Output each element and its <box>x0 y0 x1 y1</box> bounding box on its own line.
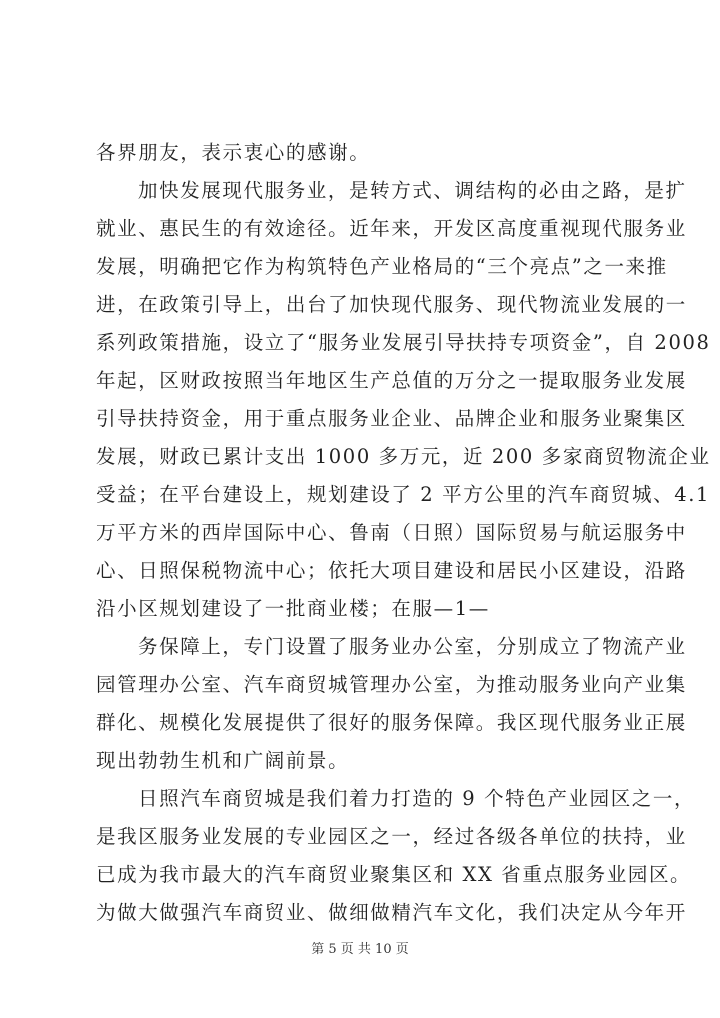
text-line: 园管理办公室、汽车商贸城管理办公室，为推动服务业向产业集 <box>96 673 687 696</box>
text-line: 各界朋友，表示衷心的感谢。 <box>96 141 371 164</box>
text-line: 年起，区财政按照当年地区生产总值的万分之一提取服务业发展 <box>96 369 687 392</box>
text-line: 受益；在平台建设上，规划建设了 2 平方公里的汽车商贸城、4.1 <box>96 483 711 506</box>
text-line: 系列政策措施，设立了“服务业发展引导扶持专项资金”，自 2008 <box>96 331 711 354</box>
text-line: 加快发展现代服务业，是转方式、调结构的必由之路，是扩 <box>138 179 687 202</box>
text-line: 已成为我市最大的汽车商贸业聚集区和 XX 省重点服务业园区。 <box>96 863 692 886</box>
page-number: 第 5 页 共 10 页 <box>311 942 409 957</box>
text-line: 就业、惠民生的有效途径。近年来，开发区高度重视现代服务业 <box>96 217 687 240</box>
text-line: 发展，财政已累计支出 1000 多万元，近 200 多家商贸物流企业 <box>96 445 711 468</box>
text-line: 务保障上，专门设置了服务业办公室，分别成立了物流产业 <box>138 635 687 658</box>
text-line: 万平方米的西岸国际中心、鲁南（日照）国际贸易与航运服务中 <box>96 521 687 544</box>
text-line: 沿小区规划建设了一批商业楼；在服—1— <box>96 597 490 620</box>
text-line: 引导扶持资金，用于重点服务业企业、品牌企业和服务业聚集区 <box>96 407 687 430</box>
text-line: 发展，明确把它作为构筑特色产业格局的“三个亮点”之一来推 <box>96 255 668 278</box>
text-line: 现出勃勃生机和广阔前景。 <box>96 749 350 772</box>
text-line: 群化、规模化发展提供了很好的服务保障。我区现代服务业正展 <box>96 711 687 734</box>
text-line: 是我区服务业发展的专业园区之一，经过各级各单位的扶持，业 <box>96 825 687 848</box>
text-line: 进，在政策引导上，出台了加快现代服务、现代物流业发展的一 <box>96 293 687 316</box>
text-line: 心、日照保税物流中心；依托大项目建设和居民小区建设，沿路 <box>96 559 687 582</box>
page-footer <box>0 938 720 957</box>
body-text <box>96 134 711 932</box>
text-line: 日照汽车商贸城是我们着力打造的 9 个特色产业园区之一， <box>138 787 696 810</box>
text-line: 为做大做强汽车商贸业、做细做精汽车文化，我们决定从今年开 <box>96 901 687 924</box>
